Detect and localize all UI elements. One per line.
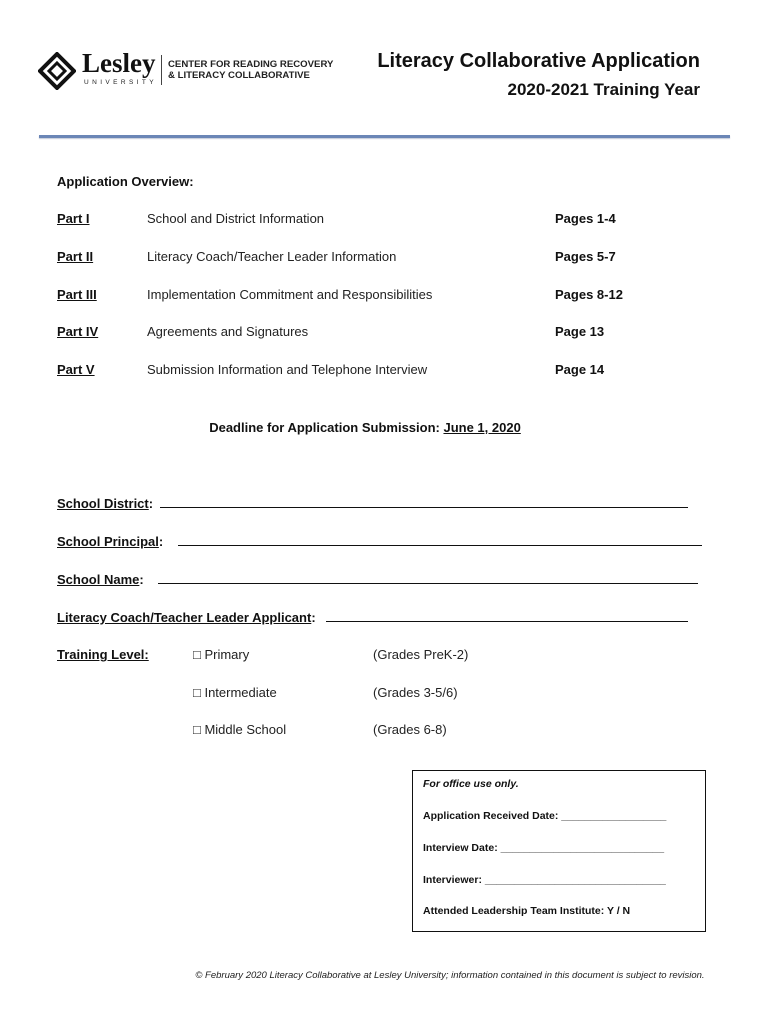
school-principal-label: School Principal bbox=[57, 534, 159, 549]
part-label: Part IV bbox=[57, 324, 99, 339]
overview-heading: Application Overview: bbox=[57, 174, 194, 189]
deadline-date: June 1, 2020 bbox=[443, 420, 521, 435]
logo-center-name bbox=[168, 59, 333, 81]
part-label: Part II bbox=[57, 249, 94, 264]
training-option-intermediate[interactable]: □ Intermediate bbox=[193, 685, 277, 700]
part-pages: Pages 1-4 bbox=[555, 211, 616, 226]
part-description: Agreements and Signatures bbox=[147, 324, 309, 339]
deadline-label: Deadline for Application Submission: bbox=[209, 420, 444, 435]
overview-row bbox=[57, 362, 717, 382]
lesley-diamond-icon bbox=[38, 52, 76, 90]
footer-copyright: © February 2020 Literacy Collaborative at Lesley University; information contained in this document is subject to revision. bbox=[195, 970, 705, 981]
school-principal-field: School Principal: bbox=[57, 533, 702, 549]
overview-row bbox=[57, 324, 717, 344]
training-level-label: Training Level: bbox=[57, 647, 149, 662]
part-pages: Page 14 bbox=[555, 362, 605, 377]
interview-date: Interview Date: ____________________________ bbox=[423, 842, 665, 854]
document-title: Literacy Collaborative Application bbox=[377, 50, 700, 72]
part-description: Implementation Commitment and Responsibilities bbox=[147, 287, 433, 302]
lesley-logo bbox=[38, 48, 334, 88]
logo-divider bbox=[161, 55, 162, 85]
school-name-field: School Name: bbox=[57, 571, 698, 587]
logo-center-line-1: CENTER FOR READING RECOVERY bbox=[168, 59, 334, 70]
school-district-label: School District bbox=[57, 496, 149, 511]
document-subtitle: 2020-2021 Training Year bbox=[507, 80, 700, 99]
school-district-field: School District: bbox=[57, 495, 688, 511]
overview-row bbox=[57, 211, 717, 231]
office-use-box bbox=[412, 770, 706, 932]
part-description: Submission Information and Telephone Interview bbox=[147, 362, 428, 377]
training-grades-intermediate: (Grades 3-5/6) bbox=[373, 685, 458, 700]
office-use-heading: For office use only. bbox=[423, 778, 519, 790]
applicant-field: Literacy Coach/Teacher Leader Applicant: bbox=[57, 609, 688, 625]
part-label: Part I bbox=[57, 211, 90, 226]
overview-row bbox=[57, 249, 717, 269]
school-name-input[interactable] bbox=[158, 571, 698, 584]
applicant-label: Literacy Coach/Teacher Leader Applicant bbox=[57, 610, 312, 625]
training-option-middle-school[interactable]: □ Middle School bbox=[193, 722, 287, 737]
school-principal-input[interactable] bbox=[178, 533, 702, 546]
school-name-label: School Name bbox=[57, 572, 140, 587]
logo-center-line-2: & LITERACY COLLABORATIVE bbox=[168, 70, 310, 81]
interviewer: Interviewer: _______________________________ bbox=[423, 874, 666, 886]
part-pages: Page 13 bbox=[555, 324, 605, 339]
part-description: Literacy Coach/Teacher Leader Information bbox=[147, 249, 397, 264]
logo-subtext: UNIVERSITY bbox=[84, 79, 158, 86]
training-grades-primary: (Grades PreK-2) bbox=[373, 647, 469, 662]
school-district-input[interactable] bbox=[160, 495, 688, 508]
application-received-date: Application Received Date: __________________ bbox=[423, 810, 667, 822]
logo-wordmark: Lesley bbox=[82, 48, 156, 78]
part-description: School and District Information bbox=[147, 211, 325, 226]
leadership-institute: Attended Leadership Team Institute: Y / N bbox=[423, 905, 631, 917]
part-label: Part V bbox=[57, 362, 95, 377]
training-grades-middle-school: (Grades 6-8) bbox=[373, 722, 447, 737]
part-pages: Pages 5-7 bbox=[555, 249, 616, 264]
part-pages: Pages 8-12 bbox=[555, 287, 623, 302]
header-divider bbox=[39, 135, 730, 138]
training-option-primary[interactable]: □ Primary bbox=[193, 647, 250, 662]
part-label: Part III bbox=[57, 287, 97, 302]
deadline-line bbox=[0, 420, 730, 435]
applicant-input[interactable] bbox=[326, 609, 688, 622]
overview-row bbox=[57, 287, 717, 307]
